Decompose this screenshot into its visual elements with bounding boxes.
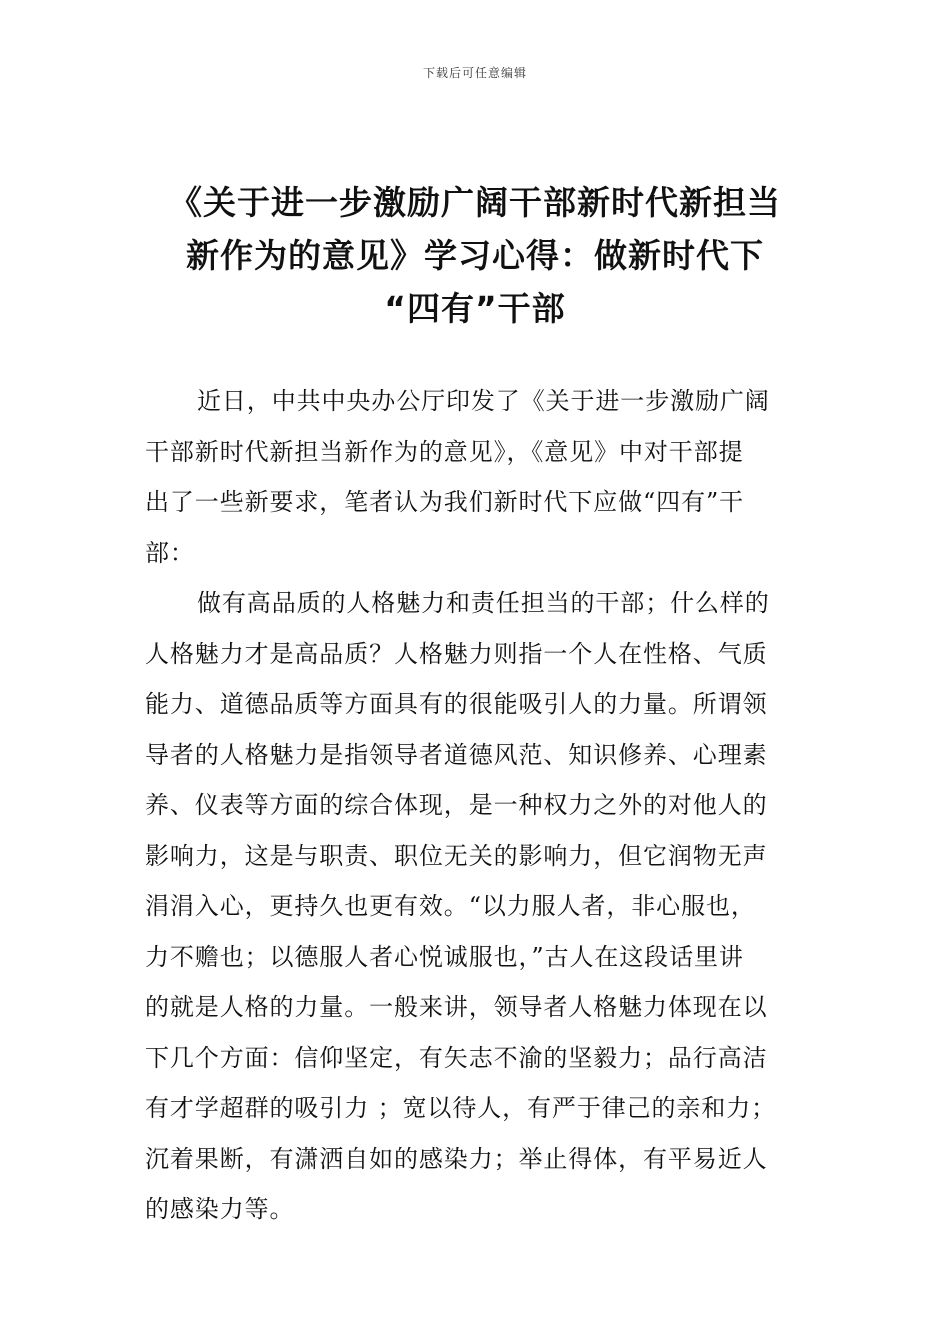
title-line: 新作为的意见》学习心得：做新时代下 bbox=[186, 236, 764, 275]
title-line: “四有”干部 bbox=[384, 289, 566, 328]
document-title bbox=[140, 176, 810, 335]
paragraph-line: 的感染力等。 bbox=[145, 1195, 295, 1223]
page-header-note: 下载后可任意编辑 bbox=[422, 66, 527, 80]
paragraph-line: 下几个方面：信仰坚定，有矢志不渝的坚毅力；品行高洁 bbox=[145, 1043, 768, 1072]
paragraph-line: 导者的人格魅力是指领导者道德风范、知识修养、心理素 bbox=[145, 740, 768, 769]
paragraph-line: 人格魅力才是高品质？人格魅力则指一个人在性格、气质 bbox=[145, 639, 768, 668]
paragraph-line: 的就是人格的力量。一般来讲，领导者人格魅力体现在以 bbox=[145, 993, 768, 1021]
paragraph-line: 有才学超群的吸引力 ；宽以待人，有严于律己的亲和力； bbox=[145, 1094, 777, 1122]
paragraph-personality bbox=[145, 578, 805, 1235]
paragraph-line: 部： bbox=[145, 538, 195, 567]
title-line: 《关于进一步激励广阔干部新时代新担当 bbox=[169, 183, 781, 222]
paragraph-line: 近日，中共中央办公厅印发了《关于进一步激励广阔 bbox=[197, 387, 770, 415]
paragraph-line: 干部新时代新担当新作为的意见》，《意见》中对干部提 bbox=[145, 437, 744, 466]
paragraph-line: 出了一些新要求，笔者认为我们新时代下应做“四有”干 bbox=[145, 488, 745, 516]
paragraph-line: 影响力，这是与职责、职位无关的影响力，但它润物无声 bbox=[145, 841, 768, 870]
paragraph-line: 涓涓入心，更持久也更有效。“以力服人者，非心服也， bbox=[145, 892, 756, 920]
paragraph-line: 能力、道德品质等方面具有的很能吸引人的力量。所谓领 bbox=[145, 690, 768, 718]
paragraph-line: 养、仪表等方面的综合体现，是一种权力之外的对他人的 bbox=[145, 791, 768, 819]
document-body bbox=[145, 376, 805, 1235]
paragraph-line: 力不赡也；以德服人者心悦诚服也，”古人在这段话里讲 bbox=[145, 942, 744, 971]
paragraph-line: 做有高品质的人格魅力和责任担当的干部；什么样的 bbox=[197, 589, 770, 617]
paragraph-line: 沉着果断，有潇洒自如的感染力；举止得体，有平易近人 bbox=[145, 1144, 768, 1173]
paragraph-intro bbox=[145, 376, 805, 578]
